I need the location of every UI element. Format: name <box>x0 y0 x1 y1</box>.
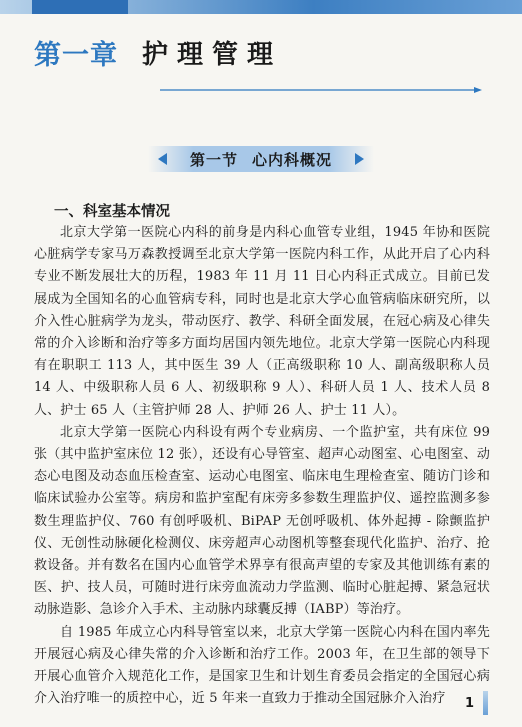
triangle-left-icon <box>158 153 167 165</box>
chapter-arrow-line <box>160 87 482 93</box>
top-strip-notch <box>32 0 128 14</box>
chapter-header <box>34 30 282 74</box>
paragraph: 自 1985 年成立心内科导管室以来，北京大学第一医院心内科在国内率先开展冠心病及心律失常的介入诊断和治疗工作。2003 年，在卫生部的领导下开展心血管介入规范化工作，是国家卫生和计划生育委员会指定的全国冠心病介入治疗唯一的质控中心，近 5 年来一直致力于推动全国冠脉介入治疗 <box>34 624 490 707</box>
page-number-bar <box>483 691 488 715</box>
section-number: 第一节 <box>189 150 238 169</box>
paragraph: 北京大学第一医院心内科设有两个专业病房、一个监护室，共有床位 99 张（其中监护室床位 12 张），还设有心导管室、超声心动图室、心电图室、动态心电图及动态血压检查室、运动心电图室、临床电生理检查室、随访门诊和临床试验办公室等。病房和监护室配有床旁多参数生理监护仪、遥控监测多参数生理监护仪、760 有创呼吸机、BiPAP 无创呼吸机、体外起搏 - 除颤监护仪、无创性动脉硬化检测仪、床旁超声心动图机等整套现代化监护、治疗、抢救设备。并有数名在国内心血管学术界享有很高声望的专家及其他训练有素的医、护、技人员，可随时进行床旁血流动力学监测、临时心脏起搏、紧急冠状动脉造影、急诊介入手术、主动脉内球囊反搏（IABP）等治疗。 <box>34 424 490 618</box>
triangle-right-icon <box>355 153 364 165</box>
top-decorative-strip <box>0 0 522 14</box>
section-heading <box>148 146 374 172</box>
section-title: 心内科概况 <box>252 150 333 169</box>
chapter-title: 护理管理 <box>142 39 283 70</box>
body-text <box>34 222 490 710</box>
subsection-heading: 一、科室基本情况 <box>54 204 170 220</box>
chapter-label: 第一章 <box>34 39 118 71</box>
paragraph: 北京大学第一医院心内科的前身是内科心血管专业组，1945 年协和医院心脏病学专家马万森教授调至北京大学第一医院内科工作，从此开启了心内科专业不断发展壮大的历程，1983 年 11 月 11 日心内科正式成立。目前已发展成为全国知名的心血管病专科，同时也是北京大学心血管病临床研究所，以介入性心脏病学为龙头，带动医疗、教学、科研全面发展，在冠心病及心律失常的介入诊断和治疗等多方面均居国内领先地位。北京大学第一医院心内科现有在职职工 113 人，其中医生 39 人（正高级职称 10 人、副高级职称人员 14 人、中级职称人员 6 人、初级职称 9 人）、科研人员 1 人、技术人员 8 人、护士 65 人（主管护师 28 人、护师 26 人、护士 11 人）。 <box>34 225 490 418</box>
page-number: 1 <box>464 696 474 711</box>
